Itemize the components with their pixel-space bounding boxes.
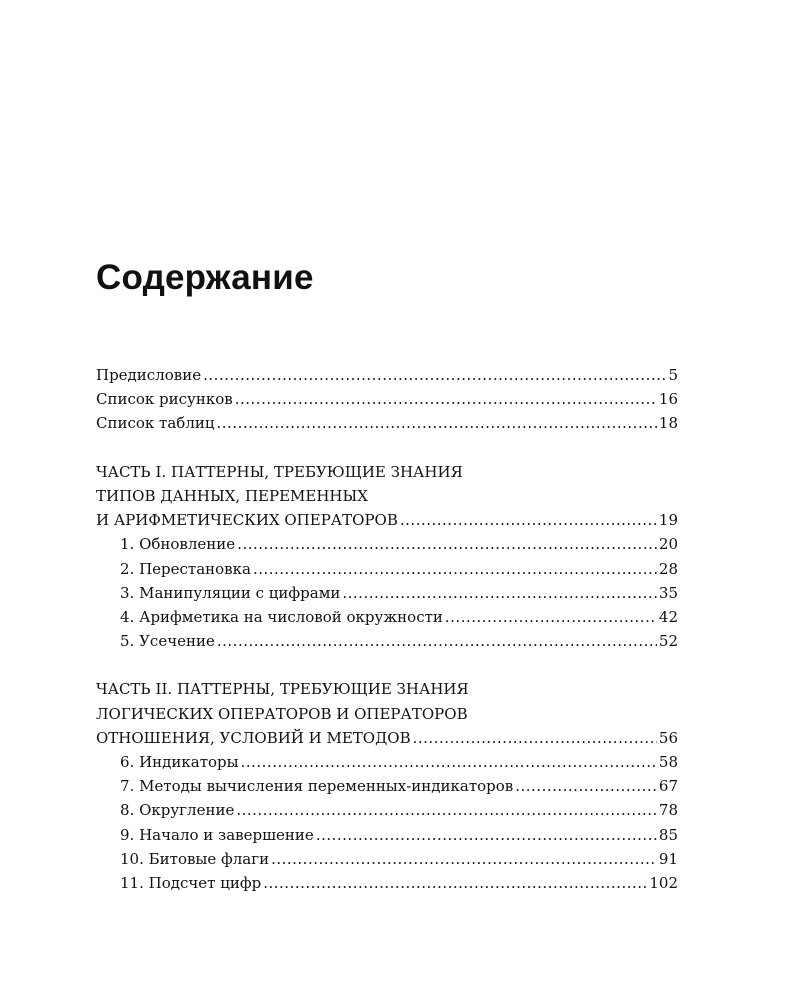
spacer — [96, 436, 678, 460]
toc-entry-page: 28 — [658, 559, 678, 578]
toc-entry-label: 9. Начало и завершение — [120, 825, 314, 844]
leader-dots — [236, 798, 657, 822]
toc-entry-page: 19 — [658, 511, 678, 530]
toc-chapter-entry[interactable] — [96, 532, 678, 556]
toc-chapter-entry[interactable] — [96, 847, 678, 871]
toc-chapter-entry[interactable] — [96, 581, 678, 605]
toc-entry-label: 4. Арифметика на числовой окружности — [120, 607, 443, 626]
part-heading-line[interactable] — [96, 460, 678, 484]
toc-chapter-entry[interactable] — [96, 823, 678, 847]
toc-entry-label: 3. Манипуляции с цифрами — [120, 583, 341, 602]
part-prefix: ЧАСТЬ — [96, 680, 151, 699]
toc-entry-page: 52 — [658, 632, 678, 651]
leader-dots — [237, 532, 657, 556]
toc-entry-page: 16 — [658, 390, 678, 409]
toc-entry-page: 102 — [649, 873, 678, 892]
toc-entry-label: 2. Перестановка — [120, 559, 251, 578]
toc-entry-label: 6. Индикаторы — [120, 753, 239, 771]
part-heading-last-line[interactable] — [96, 508, 678, 532]
leader-dots — [263, 871, 647, 895]
toc-entry-page: 91 — [658, 849, 678, 868]
toc-entry-page: 18 — [658, 414, 678, 433]
leader-dots — [253, 557, 657, 581]
toc-chapter-entry[interactable] — [96, 629, 678, 653]
spacer — [96, 653, 678, 677]
part-heading-last-line[interactable] — [96, 726, 678, 750]
toc-entry-label: 11. Подсчет цифр — [120, 873, 262, 892]
toc-entry-page: 58 — [658, 753, 678, 771]
toc-entry-page: 85 — [658, 825, 678, 844]
leader-dots — [342, 581, 657, 605]
toc-entry-label: Список таблиц — [96, 414, 215, 433]
leader-dots — [515, 774, 657, 798]
part-numeral: I. — [155, 462, 167, 481]
toc-chapter-entry[interactable] — [96, 774, 678, 798]
part-title-line: ОТНОШЕНИЯ, УСЛОВИЙ И МЕТОДОВ — [96, 728, 411, 747]
toc-entry-figures[interactable] — [96, 387, 678, 411]
toc-entry-label: Список рисунков — [96, 390, 233, 409]
toc-chapter-entry[interactable] — [96, 798, 678, 822]
part-title-line: ПАТТЕРНЫ, ТРЕБУЮЩИЕ ЗНАНИЯ — [176, 680, 469, 699]
toc-entry-page: 67 — [658, 777, 678, 796]
toc-entry-label: 7. Методы вычисления переменных-индикаторов — [120, 777, 514, 796]
toc-entry-page: 78 — [658, 801, 678, 820]
toc-entry-label: 5. Усечение — [120, 632, 215, 651]
part-heading-line[interactable] — [96, 484, 678, 508]
toc-chapter-entry[interactable] — [96, 605, 678, 629]
toc-chapter-entry[interactable] — [96, 557, 678, 581]
leader-dots — [203, 363, 666, 387]
toc-entry-label: 10. Битовые флаги — [120, 849, 270, 868]
toc-entry-page: 5 — [668, 366, 678, 384]
leader-dots — [316, 823, 657, 847]
leader-dots — [235, 387, 657, 411]
part-heading-line[interactable] — [96, 702, 678, 726]
leader-dots — [413, 726, 657, 750]
part-prefix: ЧАСТЬ — [96, 462, 151, 481]
part-title-line: ПАТТЕРНЫ, ТРЕБУЮЩИЕ ЗНАНИЯ — [171, 462, 463, 481]
toc-entry-label: 1. Обновление — [120, 535, 236, 554]
leader-dots — [217, 629, 657, 653]
toc-entry-label: Предисловие — [96, 366, 202, 384]
table-of-contents — [96, 363, 678, 895]
toc-entry-page: 56 — [658, 728, 678, 747]
toc-chapter-entry[interactable] — [96, 871, 678, 895]
toc-entry-tables[interactable] — [96, 411, 678, 435]
part-title-line: И АРИФМЕТИЧЕСКИХ ОПЕРАТОРОВ — [96, 511, 398, 530]
leader-dots — [217, 411, 657, 435]
leader-dots — [400, 508, 657, 532]
part-title-line: ЛОГИЧЕСКИХ ОПЕРАТОРОВ И ОПЕРАТОРОВ — [96, 704, 468, 723]
toc-entry-page: 35 — [658, 583, 678, 602]
leader-dots — [241, 750, 657, 774]
page-title: Содержание — [96, 258, 314, 297]
part-heading-line[interactable] — [96, 677, 678, 701]
toc-entry-label: 8. Округление — [120, 801, 235, 820]
leader-dots — [271, 847, 657, 871]
part-title-line: ТИПОВ ДАННЫХ, ПЕРЕМЕННЫХ — [96, 486, 368, 505]
toc-entry-page: 42 — [658, 607, 678, 626]
toc-chapter-entry[interactable] — [96, 750, 678, 774]
toc-entry-page: 20 — [658, 535, 678, 554]
toc-entry-preface[interactable] — [96, 363, 678, 387]
leader-dots — [445, 605, 657, 629]
part-numeral: II. — [155, 680, 173, 699]
